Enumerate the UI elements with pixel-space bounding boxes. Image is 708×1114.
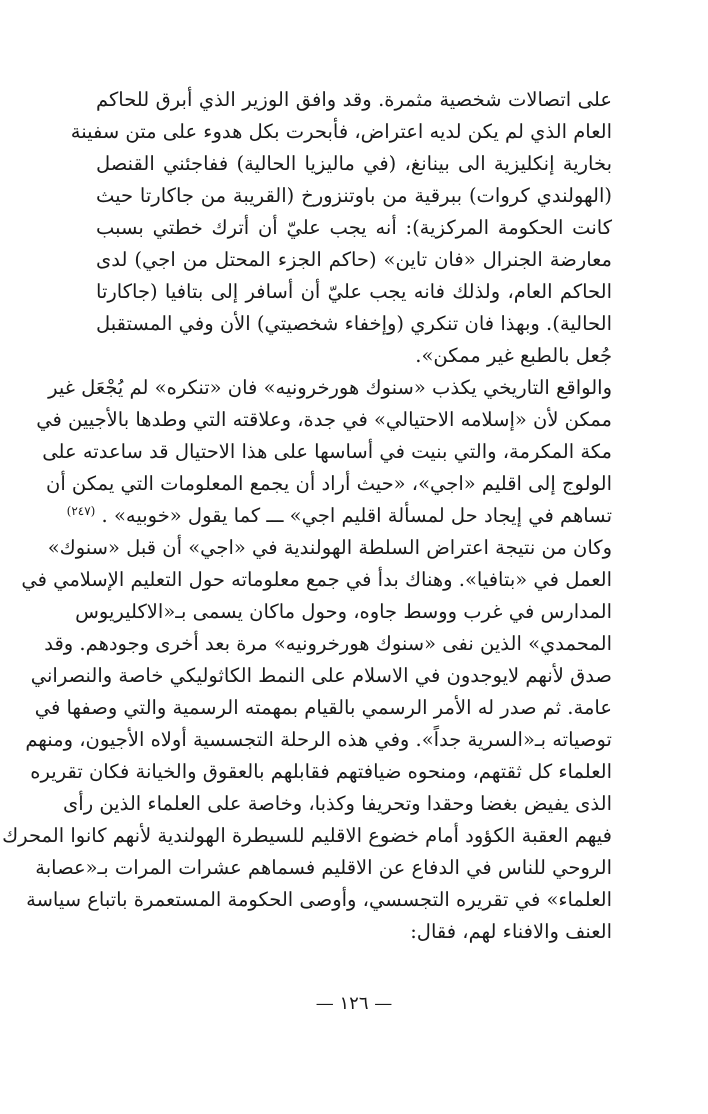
text-line: صدق لأنهم لايوجدون في الاسلام على النمط الكاثوليكي خاصة والنصراني [30, 664, 612, 687]
text-line-with-footnote [66, 500, 612, 532]
text-line: العام الذي لم يكن لديه اعتراض، فأبحرت بكل هدوء على متن سفينة [70, 120, 612, 143]
text-line: الحالية). وبهذا فان تنكري (وإخفاء شخصيتي) الأن وفي المستقبل [96, 312, 612, 335]
text-line: ممكن لأن «إسلامه الاحتيالي» في جدة، وعلاقته التي وطدها بالأجيين في [36, 408, 612, 431]
text-line: فيهم العقبة الكؤود أمام خضوع الاقليم للسيطرة الهولندية لأنهم كانوا المحرك [2, 824, 612, 847]
text-line: الحاكم العام، ولذلك فانه يجب عليّ أن أسافر إلى بتافيا (جاكارتا [96, 280, 612, 303]
text-line: كانت الحكومة المركزية): أنه يجب عليّ أن أترك خطتي بسبب [96, 216, 612, 239]
text-line: الولوج إلى اقليم «اجي»، «حيث أراد أن يجمع المعلومات التي يمكن أن [46, 472, 612, 495]
text-line: جُعل بالطبع غير ممكن». [415, 344, 612, 367]
paragraph-historical-fact [36, 372, 612, 532]
text-line: عامة. ثم صدر له الأمر الرسمي بالقيام بمهمته الرسمية والتي وصفها في [34, 696, 612, 719]
text-line: العلماء» في تقريره التجسسي، وأوصى الحكومة المستعمرة باتباع سياسة [26, 888, 612, 911]
text-line: العلماء كل ثقتهم، ومنحوه ضيافتهم فقابلهم بالعقوق والخيانة فكان تقريره [30, 760, 612, 783]
text-line: توصياته بـ«السرية جداً». وفي هذه الرحلة التجسسية أولاه الأجيون، ومنهم [25, 728, 612, 751]
text-line: المدارس في غرب ووسط جاوه، وحول ماكان يسمى بـ«الاكليريوس [75, 600, 612, 623]
text-line: على اتصالات شخصية مثمرة. وقد وافق الوزير الذي أبرق للحاكم [96, 88, 612, 111]
text-line: معارضة الجنرال «فان تاين» (حاكم الجزء المحتل من اجي) لدى [96, 248, 612, 271]
text-line: العمل في «بتافيا». وهناك بدأ في جمع معلوماته حول التعليم الإسلامي في [21, 568, 612, 591]
text-line: الذى يفيض بغضا وحقدا وتحريفا وكذبا، وخاصة على العلماء الذين رأى [63, 792, 612, 815]
text-line: المحمدي» الذين نفى «سنوك هورخرونيه» مرة بعد أخرى وجودهم. وقد [44, 632, 612, 655]
text-line: الروحي للناس في الدفاع عن الاقليم فسماهم عشرات المرات بـ«عصابة [35, 856, 612, 879]
text-line-content: تساهم في إيجاد حل لمسألة اقليم اجي» ـــ كما يقول «خوبيه» . [101, 504, 612, 527]
text-line: العنف والافناء لهم، فقال: [410, 920, 612, 943]
paragraph-continuation [70, 84, 612, 372]
text-line: والواقع التاريخي يكذب «سنوك هورخرونيه» فان «تنكره» لم يُجْعَل غير [48, 376, 612, 399]
paragraph-espionage [2, 532, 612, 948]
body-text [2, 84, 612, 948]
text-line: (الهولندي كروات) ببرقية من باوتنزورخ (القريبة من جاكارتا حيث [96, 184, 612, 207]
text-line: وكان من نتيجة اعتراض السلطة الهولندية في «اجي» أن قبل «سنوك» [47, 536, 612, 559]
text-line: بخارية إنكليزية الى بينانغ، (في ماليزيا الحالية) ففاجئني القنصل [96, 152, 612, 175]
text-line: مكة المكرمة، والتي بنيت في أساسها على هذا الاحتيال قد ساعدته على [42, 440, 612, 463]
page-number: — ١٢٦ — [315, 993, 393, 1014]
footnote-reference: (٢٤٧) [66, 503, 96, 518]
